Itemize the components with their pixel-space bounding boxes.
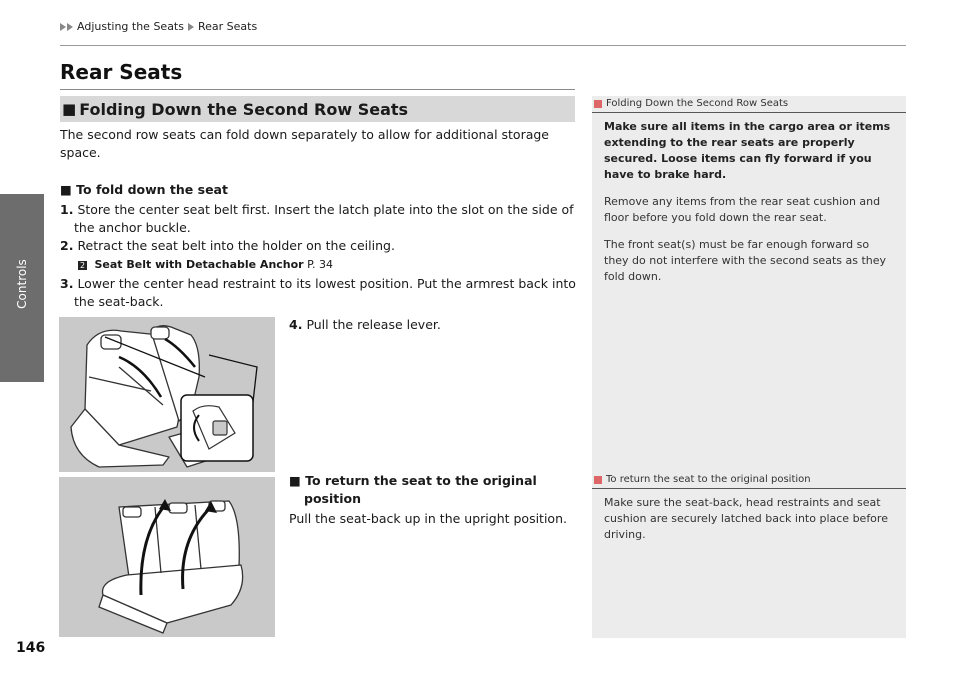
sidebar-fold-heading (592, 96, 906, 113)
return-seat-heading-line2: position (304, 491, 362, 506)
section-marker-icon: ■ (62, 100, 77, 118)
reference-arrow-icon: 2 (79, 260, 86, 270)
step-1-number: 1. (60, 202, 74, 217)
side-chapter-label (2, 254, 42, 314)
sidebar-warning-text: Make sure all items in the cargo area or items extending to the rear seats are properly secured. Loose items can fly forward if you have to brake hard. (604, 120, 891, 181)
breadcrumb-item-rear-seats[interactable]: Rear Seats (197, 20, 258, 33)
seat-return-illustration (59, 477, 275, 637)
breadcrumb-item-adjusting-seats[interactable]: Adjusting the Seats (77, 20, 184, 33)
release-lever-illustration (59, 317, 275, 472)
release-lever-drawing (59, 317, 275, 472)
sidebar-return-heading-text: To return the seat to the original position (606, 474, 811, 485)
return-seat-marker-icon: ■ (289, 473, 301, 488)
sidebar-fold-heading-text: Folding Down the Second Row Seats (606, 98, 789, 109)
sidebar-note-remove-items: Remove any items from the rear seat cushion and floor before you fold down the rear seat. (604, 195, 881, 224)
step-1-text: Store the center seat belt first. Insert the latch plate into the slot on the side of the anchor buckle. (74, 202, 574, 235)
side-chapter-text: Controls (15, 259, 29, 309)
step-4-number: 4. (289, 317, 303, 332)
sidebar-return-note: Make sure the seat-back, head restraints and seat cushion are securely latched back into place before driving. (604, 496, 888, 541)
title-divider (60, 89, 575, 90)
breadcrumb-arrow-icon (60, 23, 66, 31)
return-seat-paragraph: Pull the seat-back up in the upright position. (289, 511, 567, 526)
page-title: Rear Seats (60, 60, 183, 84)
step-2-text: Retract the seat belt into the holder on the ceiling. (77, 238, 395, 253)
reference-page: P. 34 (307, 258, 334, 271)
step-2-number: 2. (60, 238, 74, 253)
intro-paragraph: The second row seats can fold down separately to allow for additional storage space. (60, 127, 549, 160)
fold-down-heading-text: To fold down the seat (76, 182, 228, 197)
sidebar-fold-notes (592, 96, 906, 472)
step-1 (60, 201, 576, 237)
step-2 (60, 237, 576, 255)
header-divider (60, 45, 906, 46)
reference-label[interactable]: Seat Belt with Detachable Anchor (94, 258, 304, 271)
step-3-text: Lower the center head restraint to its lowest position. Put the armrest back into the seat-back. (74, 276, 576, 309)
breadcrumb-arrow-icon (67, 23, 73, 31)
step-4-text: Pull the release lever. (306, 317, 441, 332)
fold-down-marker-icon: ■ (60, 182, 72, 197)
seat-return-drawing (59, 477, 275, 637)
cross-reference[interactable] (60, 255, 570, 274)
return-seat-heading-line1: To return the seat to the original (305, 473, 537, 488)
fold-down-heading (60, 181, 570, 199)
step-3-number: 3. (60, 276, 74, 291)
section-heading-bar (60, 96, 575, 122)
step-4 (289, 316, 569, 334)
breadcrumb (60, 20, 257, 33)
sidebar-note-front-seats: The front seat(s) must be far enough forward so they do not interfere with the second seats as they fold down. (604, 238, 887, 283)
sidebar-marker-icon (594, 476, 602, 484)
section-heading-text: Folding Down the Second Row Seats (79, 99, 409, 119)
return-seat-heading (289, 472, 569, 508)
sidebar-marker-icon (594, 100, 602, 108)
sidebar-return-notes (592, 472, 906, 638)
step-3 (60, 275, 576, 311)
sidebar-return-heading (592, 472, 906, 489)
breadcrumb-separator-icon (188, 23, 194, 31)
page-number: 146 (16, 640, 46, 656)
